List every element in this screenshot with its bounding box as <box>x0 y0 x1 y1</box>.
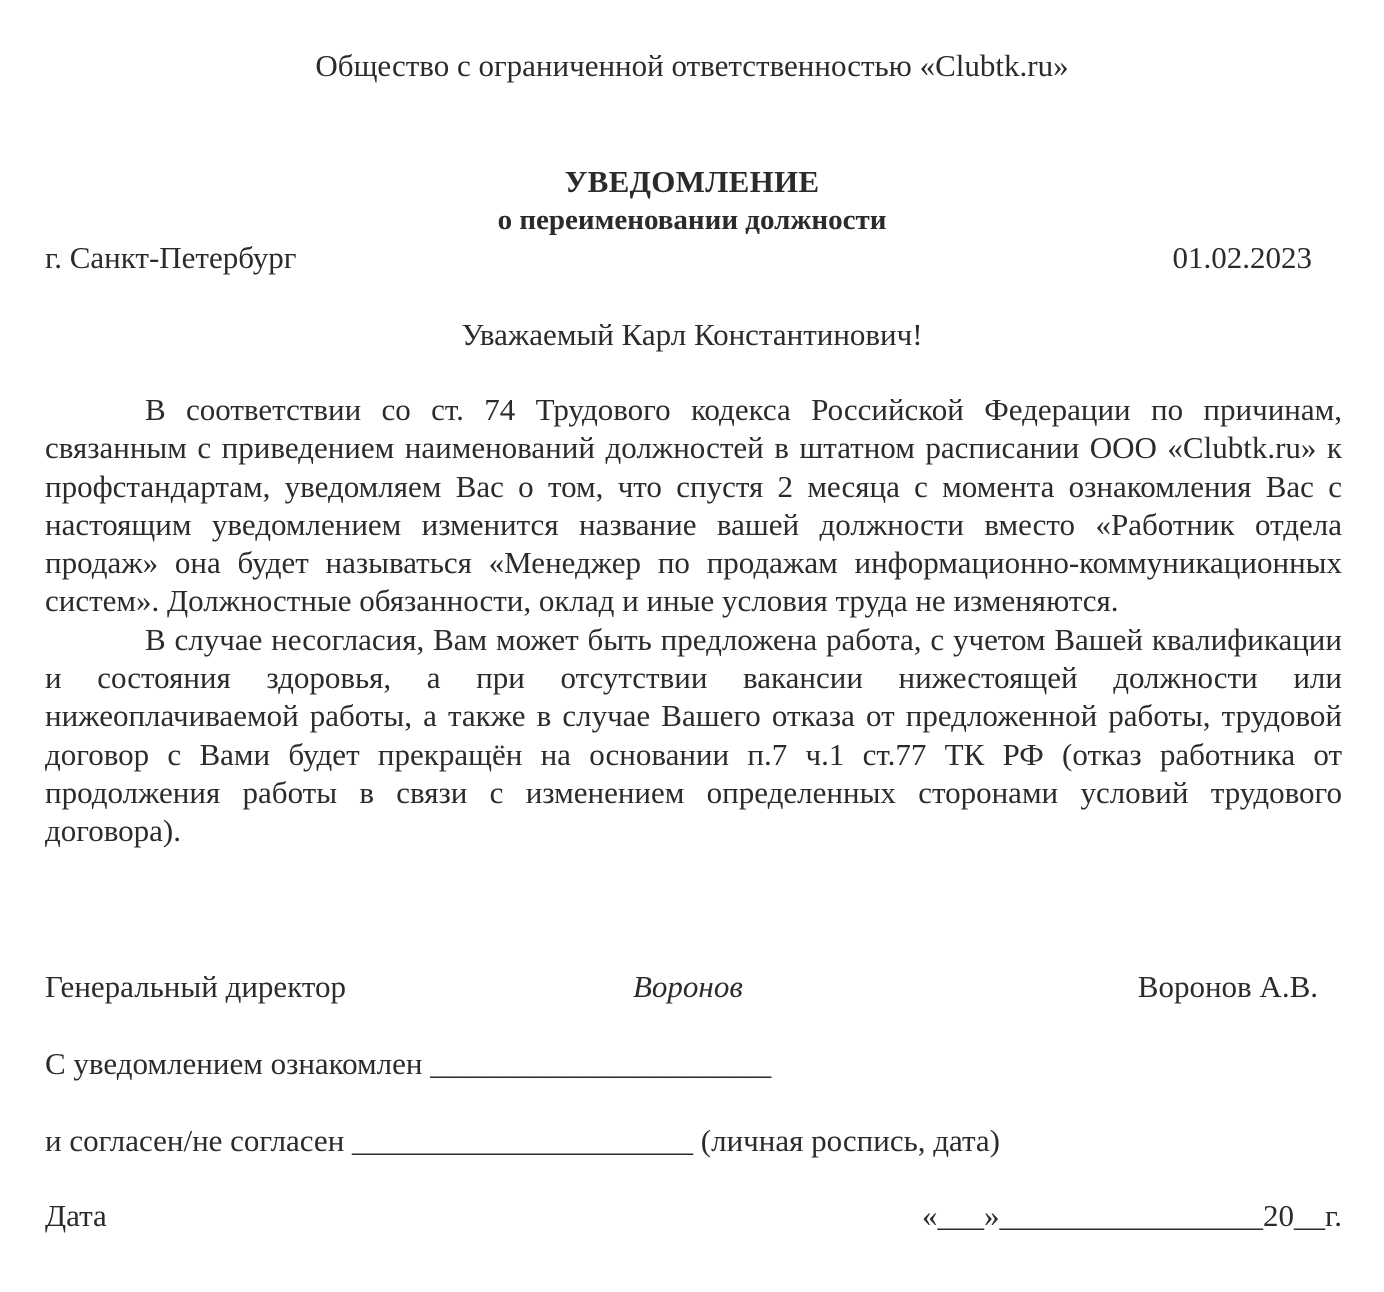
organization-name: Общество с ограниченной ответственностью «Clubtk.ru» <box>315 48 1069 83</box>
date-label: Дата <box>45 1198 107 1233</box>
greeting: Уважаемый Карл Константинович! <box>461 317 923 352</box>
body-text <box>45 391 1342 851</box>
acknowledgement-line: С уведомлением ознакомлен ______________________ <box>45 1046 772 1081</box>
signatory-name: Воронов А.В. <box>1137 969 1318 1004</box>
document-title: УВЕДОМЛЕНИЕ <box>564 164 820 199</box>
date-blank: «___»_________________20__г. <box>922 1198 1342 1233</box>
document-date: 01.02.2023 <box>1172 240 1312 275</box>
city: г. Санкт-Петербург <box>45 240 297 275</box>
signatory-role: Генеральный директор <box>45 969 346 1004</box>
paragraph: В соответствии со ст. 74 Трудового кодекса Российской Федерации по причинам, связанным с приведением наименований должностей в штатном расписании ООО «Clubtk.ru» к профстандартам, уведомляем Вас о том, что спустя 2 месяца с момента ознакомления Вас с настоящим уведомлением изменится название вашей должности вместо «Работник отдела продаж» она будет называться «Менеджер по продажам информационно-коммуникационных систем». Должностные обязанности, оклад и иные условия труда не изменяются. <box>45 392 1342 619</box>
document-subtitle: о переименовании должности <box>497 204 887 236</box>
signature: Воронов <box>633 969 743 1004</box>
paragraph: В случае несогласия, Вам может быть предложена работа, с учетом Вашей квалификации и состояния здоровья, а при отсутствии вакансии нижестоящей должности или нижеоплачиваемой работы, а также в случае Вашего отказа от предложенной работы, трудовой договор с Вами будет прекращён на основании п.7 ч.1 ст.77 ТК РФ (отказ работника от продолжения работы в связи с изменением определенных сторонами условий трудового договора). <box>45 621 1342 849</box>
agreement-line: и согласен/не согласен ______________________ (личная роспись, дата) <box>45 1123 1000 1158</box>
